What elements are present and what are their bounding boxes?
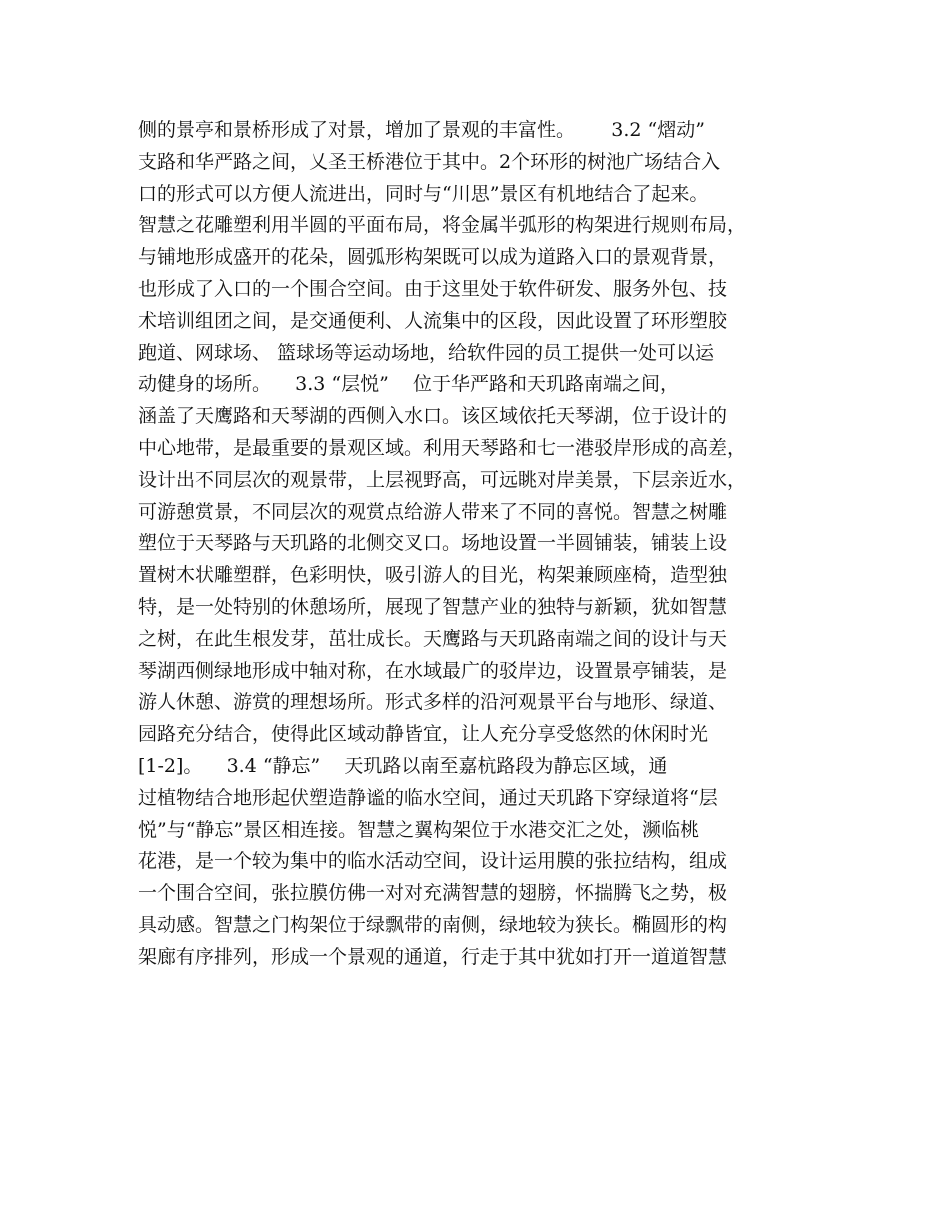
text-line: 琴湖西侧绿地形成中轴对称，在水域最广的驳岸边，设置景亭铺装，是 (138, 659, 728, 682)
text-line: 园路充分结合，使得此区域动静皆宜，让人充分享受悠然的休闲时光 (138, 723, 709, 746)
text-line: [1-2]。 3.4 “静忘” 天玑路以南至嘉杭路段为静忘区域，通 (138, 754, 668, 777)
text-line: 中心地带，是最重要的景观区域。利用天琴路和七一港驳岸形成的高差， (138, 436, 747, 459)
text-line: 与铺地形成盛开的花朵，圆弧形构架既可以成为道路入口的景观背景， (138, 246, 728, 269)
text-line: 涵盖了天鹰路和天琴湖的西侧入水口。该区域依托天琴湖，位于设计的 (138, 405, 728, 428)
text-line: 置树木状雕塑群，色彩明快，吸引游人的目光，构架兼顾座椅，造型独 (138, 564, 728, 587)
text-line: 过植物结合地形起伏塑造静谧的临水空间，通过天玑路下穿绿道将“层 (138, 786, 718, 809)
text-line: 跑道、网球场、 篮球场等运动场地，给软件园的员工提供一处可以运 (138, 341, 715, 364)
body-text (138, 115, 828, 974)
text-line: 特，是一处特别的休憩场所，展现了智慧产业的独特与新颖，犹如智慧 (138, 595, 728, 618)
text-line: 之树，在此生根发芽，茁壮成长。天鹰路与天玑路南端之间的设计与天 (138, 627, 728, 650)
text-line: 设计出不同层次的观景带，上层视野高，可远眺对岸美景，下层亲近水， (138, 468, 747, 491)
text-line: 可游憩赏景，不同层次的观赏点给游人带来了不同的喜悦。智慧之树雕 (138, 500, 728, 523)
text-line: 动健身的场所。 3.3 “层悦” 位于华严路和天玑路南端之间， (138, 373, 680, 396)
text-line: 游人休憩、游赏的理想场所。形式多样的沿河观景平台与地形、绿道、 (138, 691, 728, 714)
text-line: 具动感。智慧之门构架位于绿飘带的南侧，绿地较为狭长。椭圆形的构 (138, 913, 728, 936)
text-line: 花港，是一个较为集中的临水活动空间，设计运用膜的张拉结构，组成 (138, 850, 728, 873)
text-line: 塑位于天琴路与天玑路的北侧交叉口。场地设置一半圆铺装，铺装上设 (138, 532, 728, 555)
text-line: 悦”与“静忘”景区相连接。智慧之翼构架位于水港交汇之处，濒临桃 (138, 818, 700, 841)
text-line: 口的形式可以方便人流进出，同时与“川思”景区有机地结合了起来。 (138, 182, 709, 205)
text-line: 一个围合空间，张拉膜仿佛一对对充满智慧的翅膀，怀揣腾飞之势，极 (138, 882, 728, 905)
text-line: 支路和华严路之间，乂圣王桥港位于其中。2个环形的树池广场结合入 (138, 150, 721, 173)
text-line: 术培训组团之间，是交通便利、人流集中的区段，因此设置了环形塑胶 (138, 309, 728, 332)
text-line: 也形成了入口的一个围合空间。由于这里处于软件研发、服务外包、技 (138, 277, 728, 300)
text-line: 侧的景亭和景桥形成了对景，增加了景观的丰富性。 3.2 “熠动” (138, 119, 705, 141)
text-line: 智慧之花雕塑利用半圆的平面布局，将金属半弧形的构架进行规则布局， (138, 214, 747, 237)
text-line: 架廊有序排列，形成一个景观的通道，行走于其中犹如打开一道道智慧 (138, 945, 728, 968)
